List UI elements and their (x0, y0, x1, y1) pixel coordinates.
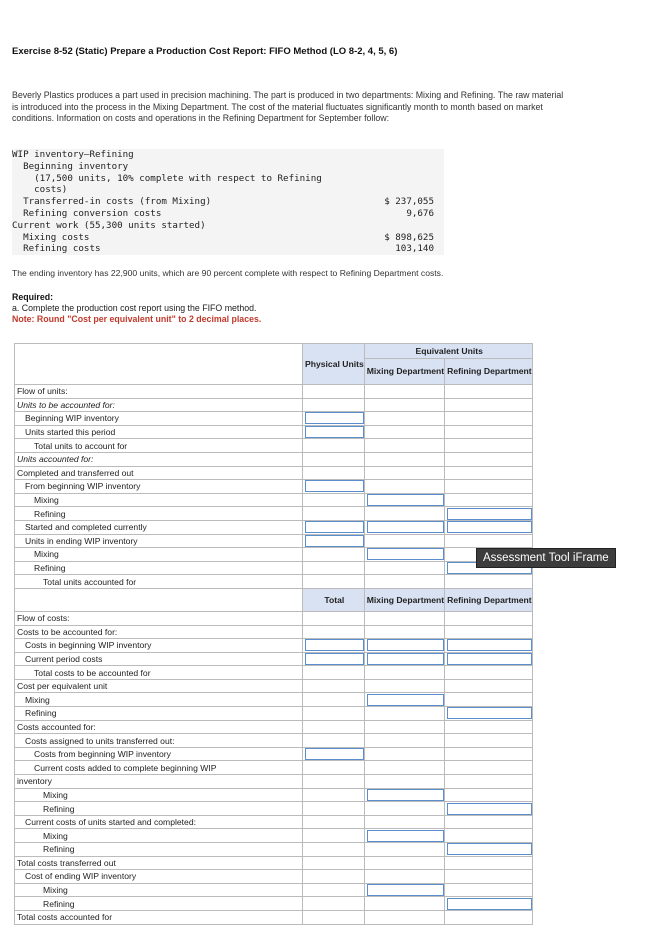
current-cost-mixing-input[interactable] (364, 652, 444, 666)
row-label: Mixing (15, 693, 303, 707)
complete-beg-refining-input[interactable] (445, 802, 533, 816)
row-label: Costs to be accounted for: (15, 625, 303, 639)
beg-wip-cost-total-input[interactable] (303, 639, 365, 653)
required-section (12, 292, 261, 325)
refining-dept-header: Refining Department (445, 588, 533, 611)
row-label: Current costs added to complete beginning WIP (15, 761, 303, 775)
row-label: Units accounted for: (15, 452, 303, 466)
wip-amount: $ 237,055 (384, 196, 434, 208)
costs-from-beg-wip-input[interactable] (303, 747, 365, 761)
row-label: Mixing (15, 829, 303, 843)
current-cost-refining-input[interactable] (445, 652, 533, 666)
row-label: Refining (15, 843, 303, 857)
row-label: Started and completed currently (15, 520, 303, 534)
row-label: Costs assigned to units transferred out: (15, 734, 303, 748)
row-label: Costs from beginning WIP inventory (15, 747, 303, 761)
row-label: Flow of costs: (15, 611, 303, 625)
started-completed-units-input[interactable] (303, 520, 365, 534)
wip-line: Mixing costs $ 898,625 (12, 231, 434, 243)
wip-line: (17,500 units, 10% complete with respect to Refining (12, 172, 322, 184)
beg-wip-cost-mixing-input[interactable] (364, 639, 444, 653)
started-completed-refining-cost-input[interactable] (445, 843, 533, 857)
row-label: Total costs transferred out (15, 856, 303, 870)
total-header: Total (303, 588, 365, 611)
wip-line: costs) (12, 184, 68, 196)
wip-line: Refining conversion costs 9,676 (12, 207, 434, 219)
row-label: Refining (15, 802, 303, 816)
row-label: Cost per equivalent unit (15, 679, 303, 693)
equivalent-units-header: Equivalent Units (364, 344, 532, 359)
row-label: Refining (15, 897, 303, 911)
row-label: Total costs accounted for (15, 910, 303, 924)
row-label: Units in ending WIP inventory (15, 534, 303, 548)
current-cost-total-input[interactable] (303, 652, 365, 666)
row-label: Mixing (15, 548, 303, 562)
wip-line: Transferred-in costs (from Mixing) $ 237,055 (12, 196, 434, 208)
ending-wip-mixing-eu-input[interactable] (364, 548, 444, 562)
row-label: Refining (15, 507, 303, 521)
row-label: Refining (15, 707, 303, 721)
row-label: Units started this period (15, 425, 303, 439)
mixing-dept-header: Mixing Department (364, 358, 444, 384)
wip-line: Refining costs 103,140 (12, 243, 434, 255)
row-label: Current costs of units started and completed: (15, 815, 303, 829)
row-label: Mixing (15, 883, 303, 897)
ending-wip-units-input[interactable] (303, 534, 365, 548)
wip-line: Beginning inventory (12, 160, 129, 172)
from-beg-wip-units-input[interactable] (303, 480, 365, 494)
wip-amount: 9,676 (406, 207, 434, 219)
production-cost-report (14, 343, 533, 925)
rounding-note: Note: Round "Cost per equivalent unit" to 2 decimal places. (12, 314, 262, 324)
row-label: Total costs to be accounted for (15, 666, 303, 680)
row-label: Costs accounted for: (15, 720, 303, 734)
wip-inventory-data (12, 149, 444, 255)
mixing-dept-header: Mixing Department (364, 588, 444, 611)
started-completed-mixing-eu-input[interactable] (364, 520, 444, 534)
required-heading: Required: (12, 292, 54, 302)
wip-line: Current work (55,300 units started) (12, 219, 206, 231)
complete-beg-mixing-input[interactable] (364, 788, 444, 802)
refining-dept-header: Refining Department (445, 358, 533, 384)
row-label: Refining (15, 561, 303, 575)
row-label: Current period costs (15, 652, 303, 666)
row-label: Costs in beginning WIP inventory (15, 639, 303, 653)
physical-units-header: Physical Units (303, 344, 365, 385)
beg-wip-cost-refining-input[interactable] (445, 639, 533, 653)
beg-wip-units-input[interactable] (303, 412, 365, 426)
ending-wip-refining-cost-input[interactable] (445, 897, 533, 911)
row-label: Beginning WIP inventory (15, 412, 303, 426)
exercise-title: Exercise 8-52 (Static) Prepare a Production Cost Report: FIFO Method (LO 8-2, 4, 5, 6) (12, 46, 398, 57)
from-beg-mixing-eu-input[interactable] (364, 493, 444, 507)
row-label: Flow of units: (15, 385, 303, 399)
row-label: Mixing (15, 493, 303, 507)
started-completed-mixing-cost-input[interactable] (364, 829, 444, 843)
row-label: Mixing (15, 788, 303, 802)
wip-line: WIP inventory—Refining (12, 149, 134, 160)
from-beg-refining-eu-input[interactable] (445, 507, 533, 521)
row-label: Cost of ending WIP inventory (15, 870, 303, 884)
required-item-a: a. Complete the production cost report using the FIFO method. (12, 303, 257, 313)
row-label: Completed and transferred out (15, 466, 303, 480)
ending-wip-mixing-cost-input[interactable] (364, 883, 444, 897)
ending-inventory-text: The ending inventory has 22,900 units, which are 90 percent complete with respect to Refining Department costs. (12, 268, 444, 278)
cpeu-refining-input[interactable] (445, 707, 533, 721)
row-label: Total units accounted for (15, 575, 303, 589)
row-label: From beginning WIP inventory (15, 480, 303, 494)
assessment-tool-iframe-label: Assessment Tool iFrame (476, 548, 616, 568)
wip-amount: 103,140 (395, 243, 434, 255)
row-label: Units to be accounted for: (15, 398, 303, 412)
cpeu-mixing-input[interactable] (364, 693, 444, 707)
started-completed-refining-eu-input[interactable] (445, 520, 533, 534)
units-started-input[interactable] (303, 425, 365, 439)
problem-description: Beverly Plastics produces a part used in precision machining. The part is produced in two departments: Mixing and Refining. The raw material is introduced into the process in the Mixing Department. The cost of the material fluctuates significantly month to month based on market conditions. Information on costs and operations in the Refining Department for September follow: (12, 90, 564, 123)
row-label: inventory (15, 775, 303, 789)
wip-amount: $ 898,625 (384, 231, 434, 243)
row-label: Total units to account for (15, 439, 303, 453)
